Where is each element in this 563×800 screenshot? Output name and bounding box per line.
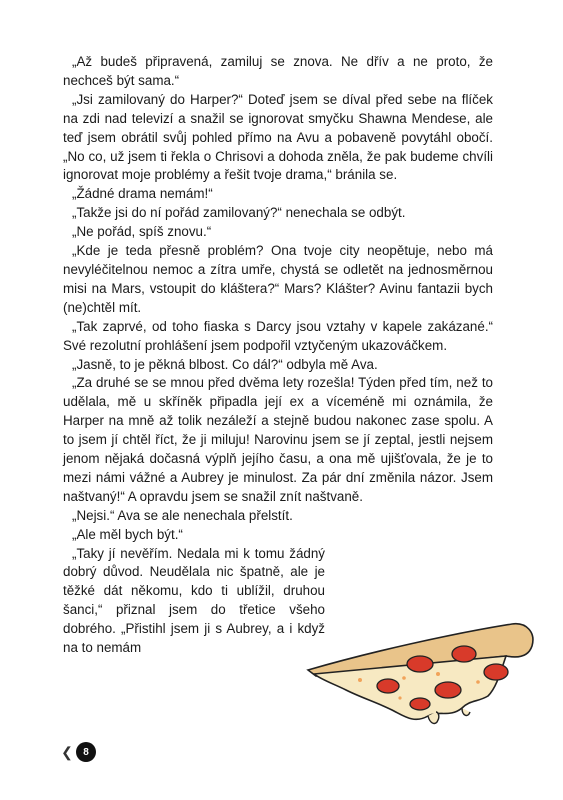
paragraph: „Jsi zamilovaný do Harper?“ Doteď jsem se díval před sebe na flíček na zdi nad televizí a snažil se ignorovat smyčku Shawna Mendese, ale teď jsem obrátil svůj pohled přímo na Avu a pobaveně povytáhl obočí. „No co, už jsem ti řekla o Chrisovi a dohoda zněla, že pak budeme chvíli ignorovat moje problémy a řešit tvoje drama,“ bránila se. (63, 91, 493, 183)
paragraph: „Jasně, to je pěkná blbost. Co dál?“ odbyla mě Ava. (72, 356, 378, 372)
body-text (63, 53, 493, 658)
page-navigation (60, 742, 96, 762)
paragraph: „Ne pořád, spíš znovu.“ (72, 224, 212, 240)
paragraph: „Tak zaprvé, od toho fiaska s Darcy jsou vztahy v kapele zakázané.“ Své rezolutní prohlášení jsem podpořil vztyčeným ukazováčkem. (63, 318, 493, 353)
paragraph: „Za druhé se se mnou před dvěma lety rozešla! Týden před tím, než to udělala, mě u skříněk připadla její ex a víceméně mi oznámila, že Harper na mně až tolik nezáleží a stejně budou nakonec zase spolu. A to jsem jí chtěl říct, že ji miluju! Narovinu jsem se jí zeptal, jestli nejsem jenom nějaká dočasná výplň jejího času, a ona mě ujišťovala, že je to mezi námi vážné a Aubrey je minulost. Za pár dní změnila názor. Jsem naštvaný!“ A opravdu jsem se snažil znít naštvaně. (63, 375, 493, 504)
paragraph: „Takže jsi do ní pořád zamilovaný?“ nenechala se odbýt. (72, 205, 406, 221)
paragraph: „Nejsi.“ Ava se ale nenechala přelstít. (72, 507, 293, 523)
paragraph: „Ale měl bych být.“ (72, 526, 183, 542)
chevron-left-icon: ❮ (61, 743, 73, 760)
pizza-slice-illustration (300, 612, 540, 732)
page-number-badge: 8 (76, 742, 96, 762)
paragraph: „Žádné drama nemám!“ (72, 186, 213, 202)
paragraph: „Až budeš připravená, zamiluj se znova. Ne dřív a ne proto, že nechceš být sama.“ (63, 54, 493, 88)
paragraph: „Kde je teda přesně problém? Ona tvoje city neopětuje, nebo má nevyléčitelnou nemoc a zítra umře, chystá se odletět na jednosměrnou misi na Mars, vstoupit do kláštera?“ Mars? Klášter? Avinu fantazii bych (ne)chtěl mít. (63, 243, 493, 315)
paragraph-last: „Taky jí nevěřím. Nedala mi k tomu žádný dobrý důvod. Neudělala nic špatně, ale je těžké dát někomu, kdo ti ublížil, druhou šanci,“ přiznal jsem do třetice všeho dobrého. „Přistihl jsem ji s Aubrey, a i když na to nemám (63, 545, 325, 656)
